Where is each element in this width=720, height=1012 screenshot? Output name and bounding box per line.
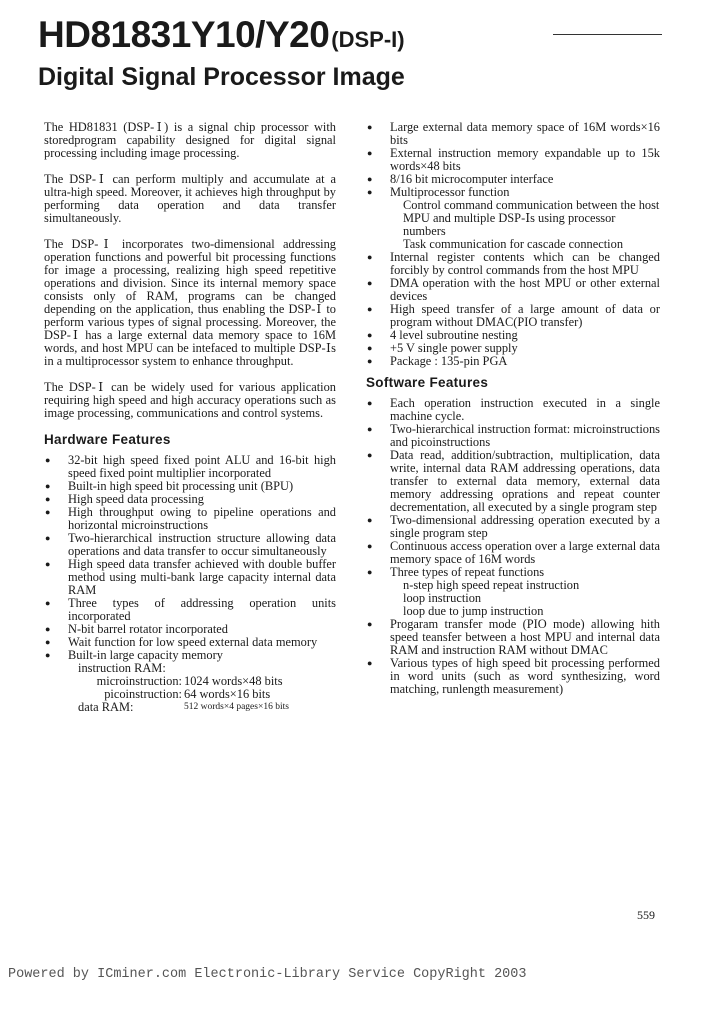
memory-value: 64 words×16 bits — [184, 687, 271, 701]
list-item — [366, 566, 660, 618]
sub-item: n-step high speed repeat instruction — [403, 578, 580, 592]
memory-label: picoinstruction: — [104, 687, 182, 701]
hardware-features-heading: Hardware Features — [44, 432, 171, 447]
memory-item-label: Built-in large capacity memory — [68, 648, 223, 662]
repeat-functions-label: Three types of repeat functions — [390, 565, 545, 579]
title-part-number: HD81831Y10/Y20 — [38, 14, 330, 55]
list-item: ● External instruction memory expandable up to 15k words×48 bits — [366, 147, 660, 173]
sub-item: loop due to jump instruction — [403, 604, 544, 618]
list-item — [44, 649, 336, 714]
list-item: ● Built-in high speed bit processing unit (BPU) — [44, 480, 336, 493]
list-item: ● Three types of addressing operation units incorporated — [44, 597, 336, 623]
list-item: ● Each operation instruction executed in a single machine cycle. — [366, 397, 660, 423]
list-item: ● Continuous access operation over a large external data memory space of 16M words — [366, 540, 660, 566]
list-item: ● Package : 135-pin PGA — [366, 355, 660, 368]
intro-paragraph: The DSP-Ⅰ can perform multiply and accumulate at a ultra-high speed. Moreover, it achieves high throughput by performing data operation and data transfer simultaneously. — [44, 172, 336, 225]
sub-item: loop instruction — [403, 591, 482, 605]
footer-watermark: Powered by ICminer.com Electronic-Library Service CopyRight 2003 — [8, 967, 527, 982]
list-item — [366, 186, 660, 251]
page-number: 559 — [637, 908, 655, 922]
list-item: ● N-bit barrel rotator incorporated — [44, 623, 336, 636]
memory-label: instruction RAM: — [78, 661, 166, 675]
list-item: ● Data read, addition/subtraction, multiplication, data write, internal data RAM addressing operations, data transfer to external data memory, external data memory addressing oprations and repeat counter decrementation, all executed by a single program step — [366, 449, 660, 514]
software-features-heading: Software Features — [366, 375, 489, 390]
list-item: ● Progaram transfer mode (PIO mode) allowing hith speed teansfer between a host MPU and internal data RAM and instruction RAM without DMAC — [366, 618, 660, 657]
list-item: ● 8/16 bit microcomputer interface — [366, 173, 660, 186]
left-column — [44, 121, 336, 714]
list-item: ● 32-bit high speed fixed point ALU and 16-bit high speed fixed point multiplier incorporated — [44, 454, 336, 480]
software-features-list — [366, 397, 660, 696]
hardware-features-list — [44, 454, 336, 714]
list-item: ● High speed data transfer achieved with double buffer method using multi-bank large capacity internal data RAM — [44, 558, 336, 597]
list-item: ● Internal register contents which can be changed forcibly by control commands from the host MPU — [366, 251, 660, 277]
intro-paragraph: The DSP-Ⅰ can be widely used for various application requiring high speed and high accuracy operations such as image processing, communications and control systems. — [44, 380, 336, 420]
memory-spec-table — [68, 662, 336, 714]
memory-value: 512 words×4 pages×16 bits — [184, 702, 289, 712]
intro-paragraph: The DSP-Ⅰ incorporates two-dimensional addressing operation functions and powerful bit processing functions for image a processing, realizing high speed repetitive operations and division. Since its internal memory space consists only of RAM, programs can be changed depending on the application, thus enabling the DSP-Ⅰ to perform various types of signal processing. Moreover, the DSP-Ⅰ has a large external data memory space to 16M words, and host MPU can be intefaced to multiple DSP-Ⅰs in a multiprocessor system to enhance throughput. — [44, 237, 336, 368]
memory-row — [78, 701, 336, 714]
memory-value: 1024 words×48 bits — [184, 674, 283, 688]
title-suffix: (DSP-I) — [331, 27, 405, 52]
memory-label: microinstruction: — [96, 674, 182, 688]
list-item: ● Large external data memory space of 16M words×16 bits — [366, 121, 660, 147]
list-item: ● 4 level subroutine nesting — [366, 329, 660, 342]
hardware-features-continued-list — [366, 121, 660, 368]
list-item: ● Two-hierarchical instruction format: microinstructions and picoinstructions — [366, 423, 660, 449]
list-item: ● Two-hierarchical instruction structure allowing data operations and data transfer to occur simultaneously — [44, 532, 336, 558]
multiprocessor-label: Multiprocessor function — [390, 185, 510, 199]
list-item: ● High speed transfer of a large amount of data or program without DMAC(PIO transfer) — [366, 303, 660, 329]
sub-item: Control command communication between the host MPU and multiple DSP-Ⅰs using processor numbers — [403, 198, 660, 238]
right-column — [366, 121, 660, 696]
list-item: ● Various types of high speed bit processing performed in word units (such as word synthesizing, word matching, runlength measurement) — [366, 657, 660, 696]
list-item: ● Two-dimensional addressing operation executed by a single program step — [366, 514, 660, 540]
document-subtitle: Digital Signal Processor Image — [38, 63, 405, 91]
intro-paragraph: The HD81831 (DSP-Ⅰ) is a signal chip processor with storedprogram capability designed for digital signal processing including image processing. — [44, 120, 336, 160]
sub-item: Task communication for cascade connection — [403, 237, 624, 251]
list-item: ● Wait function for low speed external data memory — [44, 636, 336, 649]
list-item: ● +5 V single power supply — [366, 342, 660, 355]
list-item: ● High speed data processing — [44, 493, 336, 506]
title-rule — [553, 34, 662, 35]
document-title — [38, 14, 405, 56]
list-item: ● DMA operation with the host MPU or other external devices — [366, 277, 660, 303]
memory-label: data RAM: — [78, 700, 134, 714]
list-item: ● High throughput owing to pipeline operations and horizontal microinstructions — [44, 506, 336, 532]
